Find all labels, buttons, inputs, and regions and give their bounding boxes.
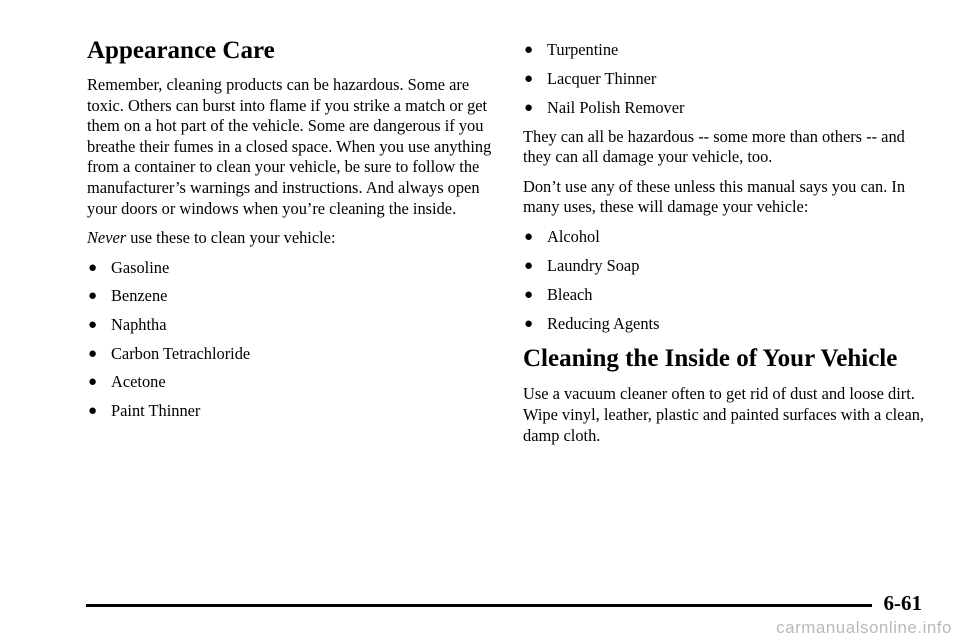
left-column bbox=[87, 36, 492, 429]
list-item bbox=[87, 315, 492, 336]
list-item-text: Acetone bbox=[111, 372, 166, 392]
list-item bbox=[523, 227, 928, 248]
list-item-text: Nail Polish Remover bbox=[547, 97, 685, 117]
bullet-icon: ● bbox=[524, 315, 534, 332]
list-item bbox=[523, 256, 928, 277]
list-item bbox=[87, 286, 492, 307]
list-item-text: Laundry Soap bbox=[547, 255, 640, 275]
bullet-icon: ● bbox=[524, 42, 534, 58]
list-item-text: Bleach bbox=[547, 284, 593, 304]
footer-rule bbox=[86, 604, 872, 607]
intro-paragraph: Remember, cleaning products can be hazardous. Some are toxic. Others can burst into flame if you strike a match or get them on a hot part of the vehicle. Some are dangerous if you breathe their fumes in a closed space. When you use anything from a container to clean your vehicle, be sure to follow the manufacturer’s warnings and instructions. And always open your doors or windows when you’re cleaning the inside. bbox=[87, 75, 492, 218]
list-item-text: Lacquer Thinner bbox=[547, 68, 657, 88]
list-item-text: Reducing Agents bbox=[547, 313, 660, 333]
damage-list bbox=[523, 227, 928, 334]
list-item bbox=[87, 401, 492, 422]
list-item-text: Paint Thinner bbox=[111, 400, 201, 420]
bullet-icon: ● bbox=[524, 99, 534, 116]
hazard-paragraph: They can all be hazardous -- some more than others -- and they can all damage your vehicle, too. bbox=[523, 126, 905, 167]
never-list bbox=[87, 258, 492, 422]
section-heading-cleaning-inside: Cleaning the Inside of Your Vehicle bbox=[523, 345, 898, 373]
list-item-text: Naphtha bbox=[111, 314, 167, 334]
never-rest-text: use these to clean your vehicle: bbox=[126, 228, 336, 248]
list-item bbox=[523, 69, 928, 90]
bullet-icon: ● bbox=[88, 402, 98, 419]
list-item bbox=[87, 344, 492, 365]
section-heading-appearance-care: Appearance Care bbox=[87, 37, 275, 64]
list-item-text: Alcohol bbox=[547, 227, 600, 247]
list-item-text: Benzene bbox=[111, 286, 168, 306]
right-column bbox=[523, 40, 928, 455]
bullet-icon: ● bbox=[88, 316, 98, 333]
list-item bbox=[87, 372, 492, 393]
bullet-icon: ● bbox=[88, 288, 98, 305]
bullet-icon: ● bbox=[88, 345, 98, 362]
bullet-icon: ● bbox=[524, 70, 534, 87]
never-emphasis: Never bbox=[87, 228, 127, 248]
list-item bbox=[523, 98, 928, 119]
bullet-icon: ● bbox=[524, 257, 534, 274]
page-number: 6-61 bbox=[883, 591, 922, 615]
list-item-text: Gasoline bbox=[111, 257, 170, 277]
never-paragraph bbox=[87, 228, 492, 249]
bullet-icon: ● bbox=[88, 259, 98, 276]
list-item-text: Carbon Tetrachloride bbox=[111, 343, 251, 363]
manual-paragraph: Don’t use any of these unless this manual says you can. In many uses, these will damage your vehicle: bbox=[523, 176, 906, 217]
bullet-icon: ● bbox=[524, 229, 534, 246]
bullet-icon: ● bbox=[88, 374, 98, 391]
list-item bbox=[87, 258, 492, 279]
watermark: carmanualsonline.info bbox=[776, 618, 952, 637]
list-item bbox=[523, 314, 928, 335]
list-item bbox=[523, 40, 928, 61]
cleaning-paragraph: Use a vacuum cleaner often to get rid of dust and loose dirt. Wipe vinyl, leather, plastic and painted surfaces with a clean, damp cloth. bbox=[523, 384, 925, 445]
list-item-text: Turpentine bbox=[547, 40, 619, 59]
list-item bbox=[523, 285, 928, 306]
never-list-continued bbox=[523, 40, 928, 118]
bullet-icon: ● bbox=[524, 286, 534, 303]
